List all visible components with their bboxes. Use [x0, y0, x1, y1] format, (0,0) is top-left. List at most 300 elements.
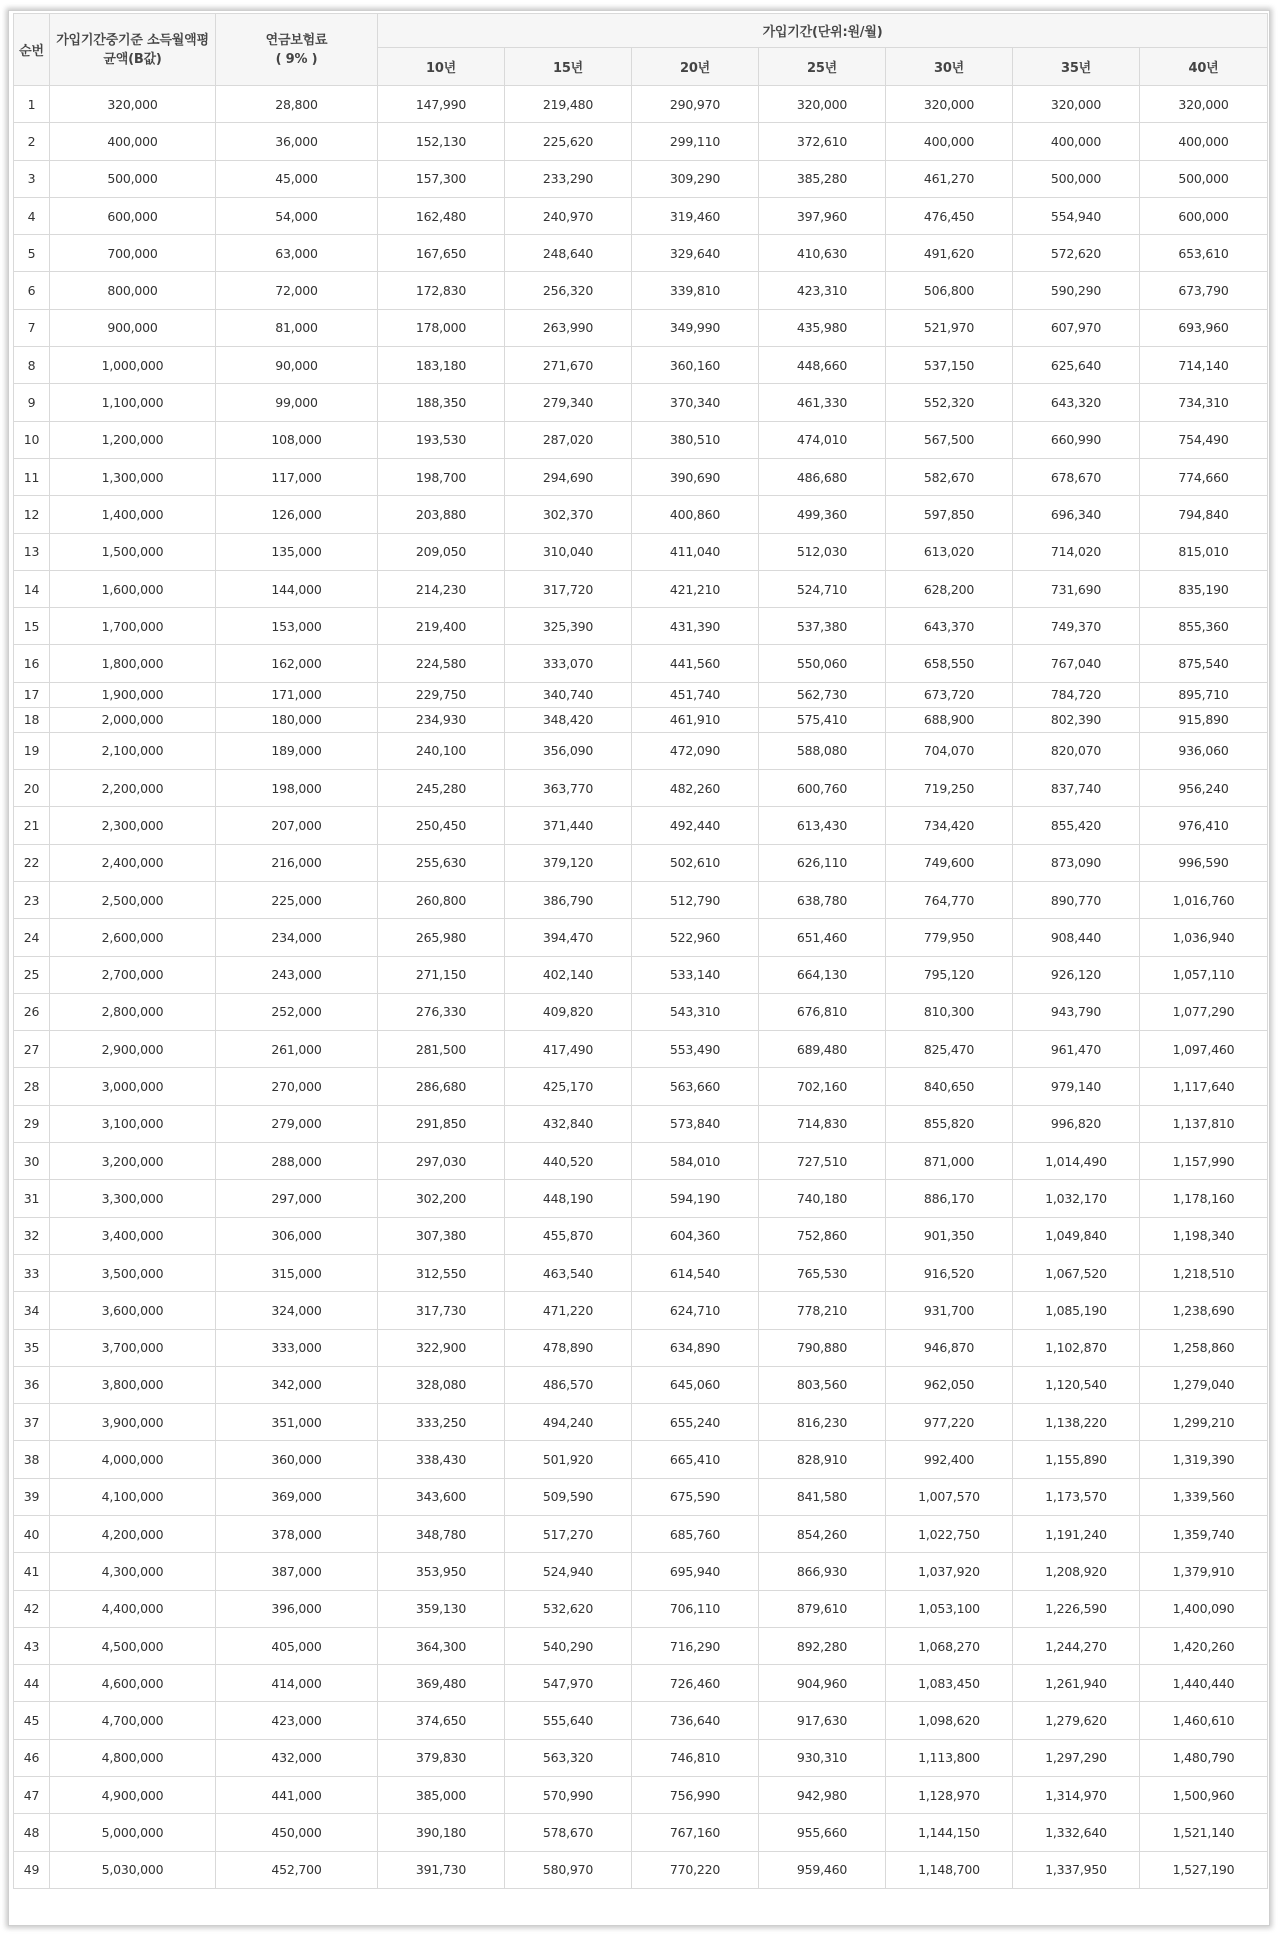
cell-income: 3,500,000 — [50, 1254, 216, 1291]
cell-10y: 307,380 — [378, 1217, 505, 1254]
cell-seq: 42 — [14, 1590, 50, 1627]
cell-40y: 1,198,340 — [1140, 1217, 1268, 1254]
table-row — [14, 1180, 1268, 1217]
cell-20y: 726,460 — [632, 1665, 759, 1702]
cell-30y: 901,350 — [886, 1217, 1013, 1254]
cell-25y: 410,630 — [759, 235, 886, 272]
cell-35y: 749,370 — [1013, 608, 1140, 645]
cell-20y: 512,790 — [632, 881, 759, 918]
cell-seq: 45 — [14, 1702, 50, 1739]
table-row — [14, 993, 1268, 1030]
cell-premium: 351,000 — [216, 1404, 378, 1441]
cell-seq: 48 — [14, 1814, 50, 1851]
cell-seq: 37 — [14, 1404, 50, 1441]
cell-seq: 26 — [14, 993, 50, 1030]
cell-10y: 317,730 — [378, 1292, 505, 1329]
cell-20y: 685,760 — [632, 1515, 759, 1552]
cell-20y: 329,640 — [632, 235, 759, 272]
cell-15y: 310,040 — [505, 533, 632, 570]
cell-35y: 802,390 — [1013, 707, 1140, 732]
cell-10y: 276,330 — [378, 993, 505, 1030]
cell-seq: 13 — [14, 533, 50, 570]
cell-premium: 189,000 — [216, 732, 378, 769]
cell-10y: 302,200 — [378, 1180, 505, 1217]
cell-10y: 286,680 — [378, 1068, 505, 1105]
table-row — [14, 608, 1268, 645]
table-row — [14, 458, 1268, 495]
cell-premium: 297,000 — [216, 1180, 378, 1217]
cell-premium: 441,000 — [216, 1777, 378, 1814]
cell-30y: 521,970 — [886, 309, 1013, 346]
cell-40y: 976,410 — [1140, 807, 1268, 844]
cell-income: 3,700,000 — [50, 1329, 216, 1366]
cell-10y: 229,750 — [378, 682, 505, 707]
cell-15y: 256,320 — [505, 272, 632, 309]
cell-20y: 594,190 — [632, 1180, 759, 1217]
cell-25y: 828,910 — [759, 1441, 886, 1478]
cell-15y: 325,390 — [505, 608, 632, 645]
cell-20y: 584,010 — [632, 1143, 759, 1180]
cell-15y: 580,970 — [505, 1851, 632, 1888]
cell-20y: 655,240 — [632, 1404, 759, 1441]
cell-20y: 665,410 — [632, 1441, 759, 1478]
cell-20y: 360,160 — [632, 347, 759, 384]
cell-premium: 378,000 — [216, 1515, 378, 1552]
cell-income: 4,100,000 — [50, 1478, 216, 1515]
cell-seq: 46 — [14, 1739, 50, 1776]
cell-35y: 643,320 — [1013, 384, 1140, 421]
cell-35y: 961,470 — [1013, 1031, 1140, 1068]
cell-40y: 1,379,910 — [1140, 1553, 1268, 1590]
cell-35y: 1,337,950 — [1013, 1851, 1140, 1888]
cell-10y: 260,800 — [378, 881, 505, 918]
cell-10y: 245,280 — [378, 770, 505, 807]
cell-15y: 219,480 — [505, 86, 632, 123]
cell-20y: 451,740 — [632, 682, 759, 707]
cell-30y: 719,250 — [886, 770, 1013, 807]
cell-income: 3,100,000 — [50, 1105, 216, 1142]
cell-seq: 14 — [14, 570, 50, 607]
header-year: 40년 — [1140, 48, 1268, 86]
cell-30y: 931,700 — [886, 1292, 1013, 1329]
cell-25y: 651,460 — [759, 919, 886, 956]
cell-premium: 315,000 — [216, 1254, 378, 1291]
cell-seq: 35 — [14, 1329, 50, 1366]
cell-premium: 90,000 — [216, 347, 378, 384]
cell-25y: 955,660 — [759, 1814, 886, 1851]
cell-25y: 664,130 — [759, 956, 886, 993]
cell-25y: 537,380 — [759, 608, 886, 645]
cell-35y: 607,970 — [1013, 309, 1140, 346]
cell-35y: 926,120 — [1013, 956, 1140, 993]
cell-seq: 36 — [14, 1366, 50, 1403]
cell-25y: 714,830 — [759, 1105, 886, 1142]
table-row — [14, 160, 1268, 197]
cell-40y: 1,218,510 — [1140, 1254, 1268, 1291]
cell-20y: 461,910 — [632, 707, 759, 732]
cell-35y: 1,049,840 — [1013, 1217, 1140, 1254]
cell-35y: 1,332,640 — [1013, 1814, 1140, 1851]
cell-premium: 405,000 — [216, 1627, 378, 1664]
cell-income: 2,000,000 — [50, 707, 216, 732]
cell-15y: 263,990 — [505, 309, 632, 346]
cell-25y: 816,230 — [759, 1404, 886, 1441]
cell-25y: 461,330 — [759, 384, 886, 421]
table-row — [14, 1702, 1268, 1739]
cell-25y: 575,410 — [759, 707, 886, 732]
table-row — [14, 1478, 1268, 1515]
cell-20y: 553,490 — [632, 1031, 759, 1068]
table-row — [14, 956, 1268, 993]
cell-seq: 49 — [14, 1851, 50, 1888]
cell-35y: 996,820 — [1013, 1105, 1140, 1142]
cell-40y: 1,400,090 — [1140, 1590, 1268, 1627]
cell-40y: 1,157,990 — [1140, 1143, 1268, 1180]
cell-25y: 600,760 — [759, 770, 886, 807]
cell-40y: 1,299,210 — [1140, 1404, 1268, 1441]
cell-10y: 198,700 — [378, 458, 505, 495]
cell-15y: 455,870 — [505, 1217, 632, 1254]
cell-20y: 675,590 — [632, 1478, 759, 1515]
table-row — [14, 1515, 1268, 1552]
cell-premium: 360,000 — [216, 1441, 378, 1478]
table-row — [14, 123, 1268, 160]
cell-35y: 400,000 — [1013, 123, 1140, 160]
cell-30y: 764,770 — [886, 881, 1013, 918]
cell-income: 5,000,000 — [50, 1814, 216, 1851]
cell-seq: 4 — [14, 197, 50, 234]
table-row — [14, 1366, 1268, 1403]
cell-20y: 431,390 — [632, 608, 759, 645]
cell-35y: 1,261,940 — [1013, 1665, 1140, 1702]
cell-40y: 673,790 — [1140, 272, 1268, 309]
cell-30y: 916,520 — [886, 1254, 1013, 1291]
header-year: 30년 — [886, 48, 1013, 86]
cell-seq: 16 — [14, 645, 50, 682]
cell-15y: 409,820 — [505, 993, 632, 1030]
header-period: 가입기간(단위:원/월) — [378, 14, 1268, 48]
table-row — [14, 1814, 1268, 1851]
header-year: 35년 — [1013, 48, 1140, 86]
cell-30y: 673,720 — [886, 682, 1013, 707]
cell-25y: 499,360 — [759, 496, 886, 533]
cell-30y: 628,200 — [886, 570, 1013, 607]
cell-40y: 1,460,610 — [1140, 1702, 1268, 1739]
cell-seq: 5 — [14, 235, 50, 272]
cell-30y: 1,083,450 — [886, 1665, 1013, 1702]
cell-income: 500,000 — [50, 160, 216, 197]
cell-15y: 540,290 — [505, 1627, 632, 1664]
cell-seq: 20 — [14, 770, 50, 807]
cell-premium: 306,000 — [216, 1217, 378, 1254]
cell-15y: 432,840 — [505, 1105, 632, 1142]
table-row — [14, 1068, 1268, 1105]
cell-20y: 695,940 — [632, 1553, 759, 1590]
cell-25y: 803,560 — [759, 1366, 886, 1403]
table-row — [14, 807, 1268, 844]
cell-20y: 543,310 — [632, 993, 759, 1030]
cell-30y: 1,113,800 — [886, 1739, 1013, 1776]
cell-35y: 660,990 — [1013, 421, 1140, 458]
cell-premium: 452,700 — [216, 1851, 378, 1888]
header-year: 10년 — [378, 48, 505, 86]
table-row — [14, 682, 1268, 707]
cell-seq: 15 — [14, 608, 50, 645]
cell-10y: 167,650 — [378, 235, 505, 272]
cell-premium: 324,000 — [216, 1292, 378, 1329]
cell-15y: 363,770 — [505, 770, 632, 807]
cell-15y: 555,640 — [505, 1702, 632, 1739]
cell-40y: 1,420,260 — [1140, 1627, 1268, 1664]
cell-35y: 1,173,570 — [1013, 1478, 1140, 1515]
cell-income: 4,400,000 — [50, 1590, 216, 1627]
cell-35y: 820,070 — [1013, 732, 1140, 769]
cell-10y: 193,530 — [378, 421, 505, 458]
cell-25y: 423,310 — [759, 272, 886, 309]
cell-seq: 8 — [14, 347, 50, 384]
cell-40y: 1,137,810 — [1140, 1105, 1268, 1142]
cell-10y: 379,830 — [378, 1739, 505, 1776]
cell-income: 3,400,000 — [50, 1217, 216, 1254]
cell-seq: 32 — [14, 1217, 50, 1254]
cell-25y: 512,030 — [759, 533, 886, 570]
cell-income: 1,000,000 — [50, 347, 216, 384]
cell-25y: 740,180 — [759, 1180, 886, 1217]
cell-10y: 353,950 — [378, 1553, 505, 1590]
cell-10y: 255,630 — [378, 844, 505, 881]
cell-25y: 866,930 — [759, 1553, 886, 1590]
cell-30y: 795,120 — [886, 956, 1013, 993]
cell-10y: 359,130 — [378, 1590, 505, 1627]
cell-10y: 271,150 — [378, 956, 505, 993]
cell-25y: 702,160 — [759, 1068, 886, 1105]
header-premium — [216, 14, 378, 86]
cell-15y: 440,520 — [505, 1143, 632, 1180]
cell-15y: 547,970 — [505, 1665, 632, 1702]
cell-income: 2,600,000 — [50, 919, 216, 956]
cell-35y: 1,138,220 — [1013, 1404, 1140, 1441]
cell-10y: 348,780 — [378, 1515, 505, 1552]
cell-10y: 281,500 — [378, 1031, 505, 1068]
cell-40y: 714,140 — [1140, 347, 1268, 384]
cell-premium: 99,000 — [216, 384, 378, 421]
cell-15y: 240,970 — [505, 197, 632, 234]
cell-40y: 653,610 — [1140, 235, 1268, 272]
cell-30y: 491,620 — [886, 235, 1013, 272]
cell-15y: 448,190 — [505, 1180, 632, 1217]
cell-income: 4,900,000 — [50, 1777, 216, 1814]
table-row — [14, 309, 1268, 346]
cell-10y: 162,480 — [378, 197, 505, 234]
cell-15y: 356,090 — [505, 732, 632, 769]
cell-40y: 1,117,640 — [1140, 1068, 1268, 1105]
table-row — [14, 86, 1268, 123]
cell-premium: 126,000 — [216, 496, 378, 533]
cell-premium: 54,000 — [216, 197, 378, 234]
cell-income: 800,000 — [50, 272, 216, 309]
cell-30y: 567,500 — [886, 421, 1013, 458]
cell-seq: 41 — [14, 1553, 50, 1590]
cell-premium: 387,000 — [216, 1553, 378, 1590]
cell-premium: 45,000 — [216, 160, 378, 197]
cell-30y: 1,053,100 — [886, 1590, 1013, 1627]
cell-40y: 1,077,290 — [1140, 993, 1268, 1030]
cell-seq: 17 — [14, 682, 50, 707]
cell-40y: 774,660 — [1140, 458, 1268, 495]
cell-40y: 1,238,690 — [1140, 1292, 1268, 1329]
cell-15y: 340,740 — [505, 682, 632, 707]
header-year: 20년 — [632, 48, 759, 86]
cell-10y: 343,600 — [378, 1478, 505, 1515]
cell-premium: 225,000 — [216, 881, 378, 918]
cell-35y: 678,670 — [1013, 458, 1140, 495]
cell-25y: 385,280 — [759, 160, 886, 197]
cell-10y: 147,990 — [378, 86, 505, 123]
cell-15y: 524,940 — [505, 1553, 632, 1590]
cell-40y: 1,097,460 — [1140, 1031, 1268, 1068]
cell-income: 1,100,000 — [50, 384, 216, 421]
cell-income: 1,700,000 — [50, 608, 216, 645]
cell-10y: 291,850 — [378, 1105, 505, 1142]
cell-30y: 320,000 — [886, 86, 1013, 123]
cell-premium: 342,000 — [216, 1366, 378, 1403]
cell-20y: 400,860 — [632, 496, 759, 533]
cell-20y: 421,210 — [632, 570, 759, 607]
cell-premium: 423,000 — [216, 1702, 378, 1739]
cell-income: 2,700,000 — [50, 956, 216, 993]
table-row — [14, 347, 1268, 384]
cell-premium: 198,000 — [216, 770, 378, 807]
cell-15y: 509,590 — [505, 1478, 632, 1515]
cell-25y: 778,210 — [759, 1292, 886, 1329]
cell-40y: 875,540 — [1140, 645, 1268, 682]
cell-40y: 1,258,860 — [1140, 1329, 1268, 1366]
cell-10y: 178,000 — [378, 309, 505, 346]
cell-seq: 33 — [14, 1254, 50, 1291]
cell-10y: 234,930 — [378, 707, 505, 732]
cell-15y: 532,620 — [505, 1590, 632, 1627]
cell-30y: 400,000 — [886, 123, 1013, 160]
cell-30y: 1,022,750 — [886, 1515, 1013, 1552]
header-income: 가입기간중기준 소득월액평균액(B값) — [50, 14, 216, 86]
cell-seq: 47 — [14, 1777, 50, 1814]
cell-income: 2,800,000 — [50, 993, 216, 1030]
cell-25y: 397,960 — [759, 197, 886, 234]
cell-40y: 1,527,190 — [1140, 1851, 1268, 1888]
table-row — [14, 1777, 1268, 1814]
cell-income: 3,900,000 — [50, 1404, 216, 1441]
cell-40y: 1,016,760 — [1140, 881, 1268, 918]
cell-seq: 27 — [14, 1031, 50, 1068]
header-year: 25년 — [759, 48, 886, 86]
cell-40y: 734,310 — [1140, 384, 1268, 421]
cell-40y: 1,036,940 — [1140, 919, 1268, 956]
cell-20y: 736,640 — [632, 1702, 759, 1739]
cell-20y: 370,340 — [632, 384, 759, 421]
cell-25y: 959,460 — [759, 1851, 886, 1888]
table-row — [14, 1739, 1268, 1776]
cell-income: 4,800,000 — [50, 1739, 216, 1776]
cell-25y: 435,980 — [759, 309, 886, 346]
cell-premium: 171,000 — [216, 682, 378, 707]
cell-35y: 1,279,620 — [1013, 1702, 1140, 1739]
cell-35y: 731,690 — [1013, 570, 1140, 607]
cell-income: 2,100,000 — [50, 732, 216, 769]
cell-20y: 770,220 — [632, 1851, 759, 1888]
cell-premium: 36,000 — [216, 123, 378, 160]
cell-income: 3,200,000 — [50, 1143, 216, 1180]
cell-40y: 600,000 — [1140, 197, 1268, 234]
cell-35y: 873,090 — [1013, 844, 1140, 881]
cell-20y: 472,090 — [632, 732, 759, 769]
cell-15y: 394,470 — [505, 919, 632, 956]
table-row — [14, 570, 1268, 607]
cell-20y: 319,460 — [632, 197, 759, 234]
cell-10y: 214,230 — [378, 570, 505, 607]
cell-15y: 463,540 — [505, 1254, 632, 1291]
cell-40y: 956,240 — [1140, 770, 1268, 807]
cell-seq: 18 — [14, 707, 50, 732]
table-row — [14, 1553, 1268, 1590]
cell-premium: 117,000 — [216, 458, 378, 495]
table-row — [14, 770, 1268, 807]
cell-premium: 216,000 — [216, 844, 378, 881]
cell-seq: 28 — [14, 1068, 50, 1105]
cell-30y: 688,900 — [886, 707, 1013, 732]
cell-income: 2,900,000 — [50, 1031, 216, 1068]
cell-35y: 979,140 — [1013, 1068, 1140, 1105]
cell-30y: 1,037,920 — [886, 1553, 1013, 1590]
cell-10y: 265,980 — [378, 919, 505, 956]
cell-40y: 915,890 — [1140, 707, 1268, 732]
cell-10y: 364,300 — [378, 1627, 505, 1664]
cell-premium: 432,000 — [216, 1739, 378, 1776]
cell-15y: 494,240 — [505, 1404, 632, 1441]
cell-premium: 288,000 — [216, 1143, 378, 1180]
cell-35y: 1,067,520 — [1013, 1254, 1140, 1291]
cell-10y: 209,050 — [378, 533, 505, 570]
cell-20y: 614,540 — [632, 1254, 759, 1291]
cell-seq: 9 — [14, 384, 50, 421]
cell-15y: 471,220 — [505, 1292, 632, 1329]
cell-10y: 297,030 — [378, 1143, 505, 1180]
cell-20y: 645,060 — [632, 1366, 759, 1403]
cell-10y: 385,000 — [378, 1777, 505, 1814]
cell-30y: 643,370 — [886, 608, 1013, 645]
cell-30y: 855,820 — [886, 1105, 1013, 1142]
cell-35y: 1,244,270 — [1013, 1627, 1140, 1664]
cell-40y: 400,000 — [1140, 123, 1268, 160]
cell-30y: 537,150 — [886, 347, 1013, 384]
table-row — [14, 1292, 1268, 1329]
table-row — [14, 1404, 1268, 1441]
cell-25y: 689,480 — [759, 1031, 886, 1068]
cell-40y: 754,490 — [1140, 421, 1268, 458]
cell-seq: 12 — [14, 496, 50, 533]
cell-20y: 339,810 — [632, 272, 759, 309]
cell-30y: 810,300 — [886, 993, 1013, 1030]
table-row — [14, 1590, 1268, 1627]
table-row — [14, 707, 1268, 732]
cell-seq: 10 — [14, 421, 50, 458]
cell-seq: 2 — [14, 123, 50, 160]
cell-40y: 1,057,110 — [1140, 956, 1268, 993]
header-seq: 순번 — [14, 14, 50, 86]
cell-15y: 478,890 — [505, 1329, 632, 1366]
table-row — [14, 1441, 1268, 1478]
cell-25y: 765,530 — [759, 1254, 886, 1291]
cell-15y: 302,370 — [505, 496, 632, 533]
